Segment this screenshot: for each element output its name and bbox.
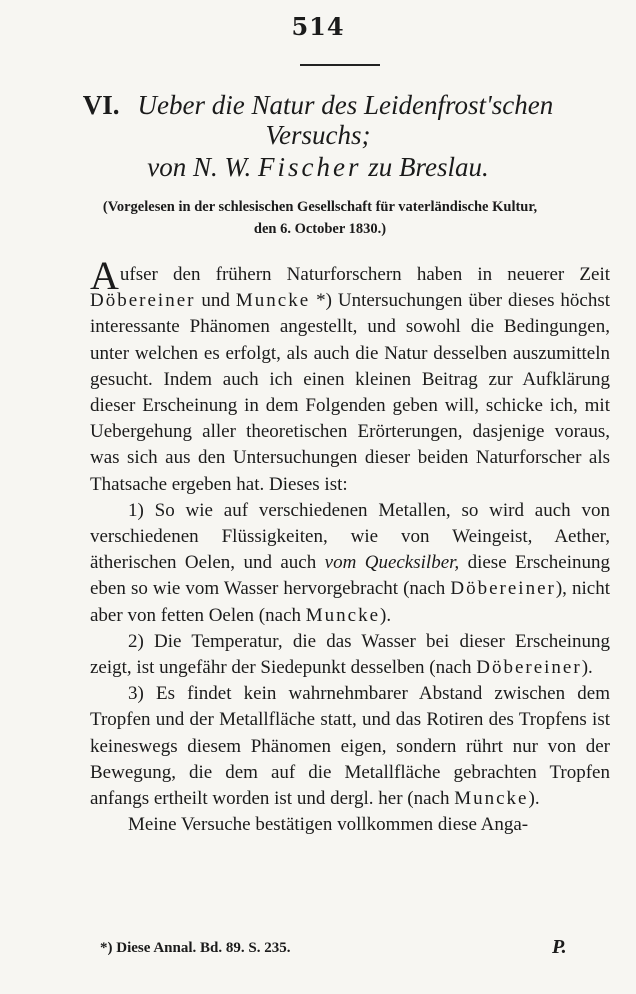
p5-text-a: Meine Versuche bestätigen vollkommen diese Anga-: [128, 814, 529, 836]
author-prefix: von N. W.: [147, 152, 252, 182]
paragraph-1: [90, 253, 611, 498]
p2-text-d: ).: [380, 604, 392, 626]
name-muncke: Muncke: [305, 604, 381, 626]
p2-text-b: diese Erscheinung eben so wie vom Wasser hervorgebracht (nach: [90, 552, 611, 600]
article-author-line: [0, 152, 636, 183]
name-muncke: Muncke: [454, 788, 529, 810]
p4-text-a: 3) Es findet kein wahrnehmbarer Abstand zwischen dem Tropfen und der Metallfläche statt, und das Rotiren des Tropfens ist keineswegs diesem Phänomen eigen, sondern rührt nur von der Bewegung, die dem auf die Metallfläche gebrachten Tropfen anfangs ertheilt worden ist und dergl. her (nach: [90, 683, 610, 810]
signature-mark: P.: [552, 936, 567, 958]
title-text-2: Versuchs;: [265, 120, 371, 150]
article-title-line-1: [0, 90, 636, 121]
name-doebereiner: Döbereiner: [476, 657, 582, 679]
reading-note-line-2: den 6. October 1830.): [253, 221, 387, 237]
name-doebereiner: Döbereiner: [450, 578, 556, 600]
article-body: [90, 253, 611, 838]
p2-text-a: 1) So wie auf verschiedenen Metallen, so wird auch von verschiedenen Flüssigkeiten, wie von Weingeist, Aether, ätherischen Oelen, und auch: [90, 499, 610, 574]
p1-text-b: und: [201, 290, 230, 312]
p1-text-a: ufser den frühern Naturforschern haben in neuerer Zeit: [119, 264, 610, 285]
name-doebereiner: Döbereiner: [90, 290, 196, 312]
reading-note-line-1: (Vorgelesen in der schlesischen Gesellschaft für vaterländische Kultur,: [102, 199, 538, 215]
footnote: *) Diese Annal. Bd. 89. S. 235.: [100, 940, 291, 956]
p3-text-b: ).: [581, 657, 593, 679]
author-suffix: zu Breslau.: [368, 152, 489, 182]
paragraph-3: [90, 629, 610, 681]
page-number: 514: [291, 12, 345, 41]
name-muncke: Muncke: [235, 290, 311, 312]
p2-italic: vom Quecksilber,: [324, 552, 460, 574]
p1-text-c: *) Untersuchungen über dieses höchst interessante Phänomen angestellt, und sowohl die Bedingungen, unter welchen es erfolgt, als auch die Natur desselben auszumitteln gesucht. Indem auch ich einen kleinen Beitrag zur Aufklärung dieser Erscheinung in dem Folgenden geben will, schicke ich, mit Uebergehung aller theoretischen Erörterungen, dasjenige voraus, was sich aus den Untersuchungen dieser beiden Naturforscher als Thatsache ergeben hat. Dieses ist:: [90, 290, 611, 495]
p3-text-a: 2) Die Temperatur, die das Wasser bei dieser Erscheinung zeigt, ist ungefähr der Siedepunkt desselben (nach: [90, 630, 610, 679]
article-numeral: VI.: [82, 90, 120, 120]
p4-text-b: ).: [528, 788, 540, 810]
paragraph-2: [90, 498, 610, 629]
header-rule: [300, 64, 380, 66]
reading-note: [20, 196, 620, 240]
article-title-line-2: [0, 120, 636, 151]
paragraph-5: [90, 812, 610, 838]
paragraph-4: [90, 681, 610, 812]
drop-cap: A: [90, 253, 119, 298]
title-text-1: Ueber die Natur des Leidenfrost'schen: [137, 90, 554, 120]
p2-text-c: ), nicht aber von fetten Oelen (nach: [90, 578, 610, 626]
author-name: Fischer: [258, 152, 362, 182]
